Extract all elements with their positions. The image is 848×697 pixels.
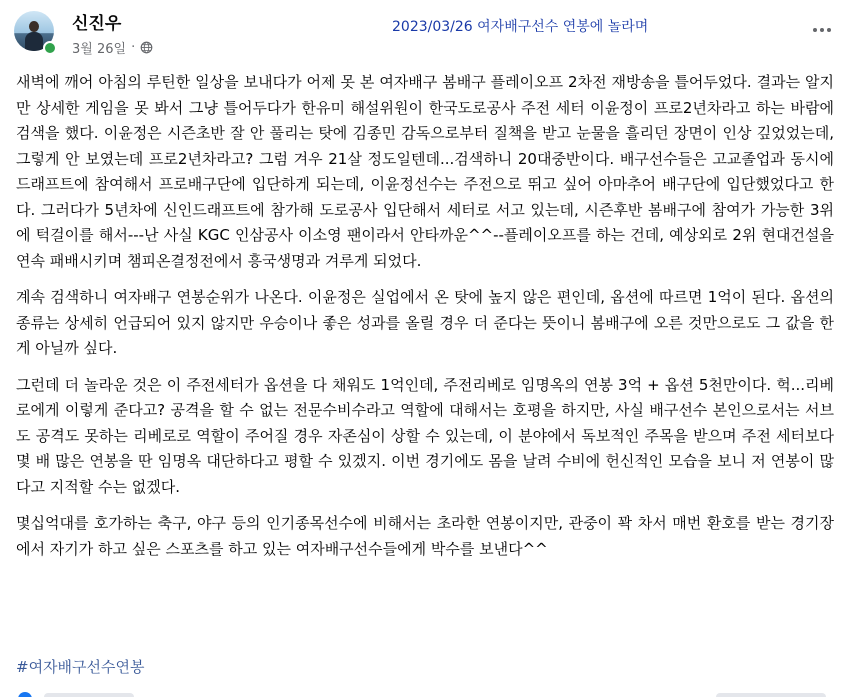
avatar[interactable]	[14, 11, 54, 51]
online-status-icon	[43, 41, 57, 55]
globe-icon[interactable]	[140, 41, 153, 54]
hashtag-link[interactable]: #여자배구선수연봉	[16, 658, 145, 676]
reactions-bar	[16, 688, 832, 697]
post-paragraph-1: 새벽에 깨어 아침의 루틴한 일상을 보내다가 어제 못 본 여자배구 봄배구 플레이오프 2차전 재방송을 틀어두었다. 결과는 알지만 상세한 게임을 못 봐서 그냥 틀어두다가 한유미 해설위원이 한국도로공사 주전 세터 이윤정이 프로2년차라고 하는 바람에 검색을 했다. 이윤정은 시즌초반 잘 안 풀리는 탓에 김종민 감독으로부터 질책을 받고 눈물을 흘리던 장면이 인상 깊었었는데, 그렇게 안 보였는데 프로2년차라고? 그럼 겨우 21살 정도일텐데...검색하니 20대중반이다. 배구선수들은 고교졸업과 동시에 드래프트에 참여해서 프로배구단에 입단하게 되는데, 이윤정선수는 주전으로 뛰고 싶어 아마추어 배구단에 입단했었다고 한다. 그러다가 5년차에 신인드래프트에 참가해 도로공사 입단해서 세터로 서고 있는데, 시즌후반 봄배구에 참여가 가능한 3위에 턱걸이를 해서---난 사실 KGC 인삼공사 이소영 팬이라서 안타까운^^--플레이오프를 하는 건데, 예상외로 2위 현대건설을 연속 패배시키며 챔피온결정전에서 흥국생명과 겨루게 되었다.	[16, 73, 834, 270]
post-title: 2023/03/26 여자배구선수 연봉에 놀라며	[392, 19, 649, 35]
comment-count-placeholder	[716, 693, 826, 697]
more-dot-3	[827, 28, 831, 32]
like-reaction-icon[interactable]	[18, 692, 32, 697]
post-paragraph-4: 몇십억대를 호가하는 축구, 야구 등의 인기종목선수에 비해서는 초라한 연봉이지만, 관중이 꽉 차서 매번 환호를 받는 경기장에서 자기가 하고 싶은 스포츠를 하고 있는 여자배구선수들에게 박수를 보낸다^^	[16, 514, 834, 558]
post-paragraph-2: 계속 검색하니 여자배구 연봉순위가 나온다. 이윤정은 실업에서 온 탓에 높지 않은 편인데, 옵션에 따르면 1억이 된다. 옵션의 종류는 상세히 언급되어 있지 않지만 우승이나 좋은 성과를 올릴 경우 더 준다는 뜻이니 봄배구에 오른 것만으로도 그 값을 한 게 아닐까 싶다.	[16, 288, 834, 357]
meta-separator: ·	[131, 40, 136, 55]
reaction-count-placeholder	[44, 693, 134, 697]
more-horizontal-icon[interactable]	[808, 20, 836, 40]
avatar-person-body	[25, 32, 43, 51]
post-date[interactable]: 3월 26일	[72, 42, 127, 57]
post-paragraph-3: 그런데 더 놀라운 것은 이 주전세터가 옵션을 다 채워도 1억인데, 주전리베로 임명옥의 연봉 3억 + 옵션 5천만이다. 헉...리베로에게 이렇게 준다고? 공격을 할 수 없는 전문수비수라고 역할에 대해서는 호평을 하지만, 사실 배구선수 본인으로서는 서브도 공격도 못하는 리베로로 역할이 주어질 경우 자존심이 상할 수 있는데, 이 분야에서 독보적인 주목을 받으며 주전 세터보다 몇 배 많은 연봉을 딴 임명옥 대단하다고 평할 수 있겠지. 이번 경기에도 몸을 날려 수비에 헌신적인 모습을 보니 저 연봉이 많다고 지적할 수는 없겠다.	[16, 375, 834, 496]
post-body	[16, 70, 834, 573]
author-name[interactable]: 신진우	[72, 14, 122, 34]
post-meta	[72, 38, 153, 57]
more-dot-2	[820, 28, 824, 32]
avatar-person-head	[29, 21, 39, 32]
post-header	[0, 0, 848, 64]
more-dot-1	[813, 28, 817, 32]
